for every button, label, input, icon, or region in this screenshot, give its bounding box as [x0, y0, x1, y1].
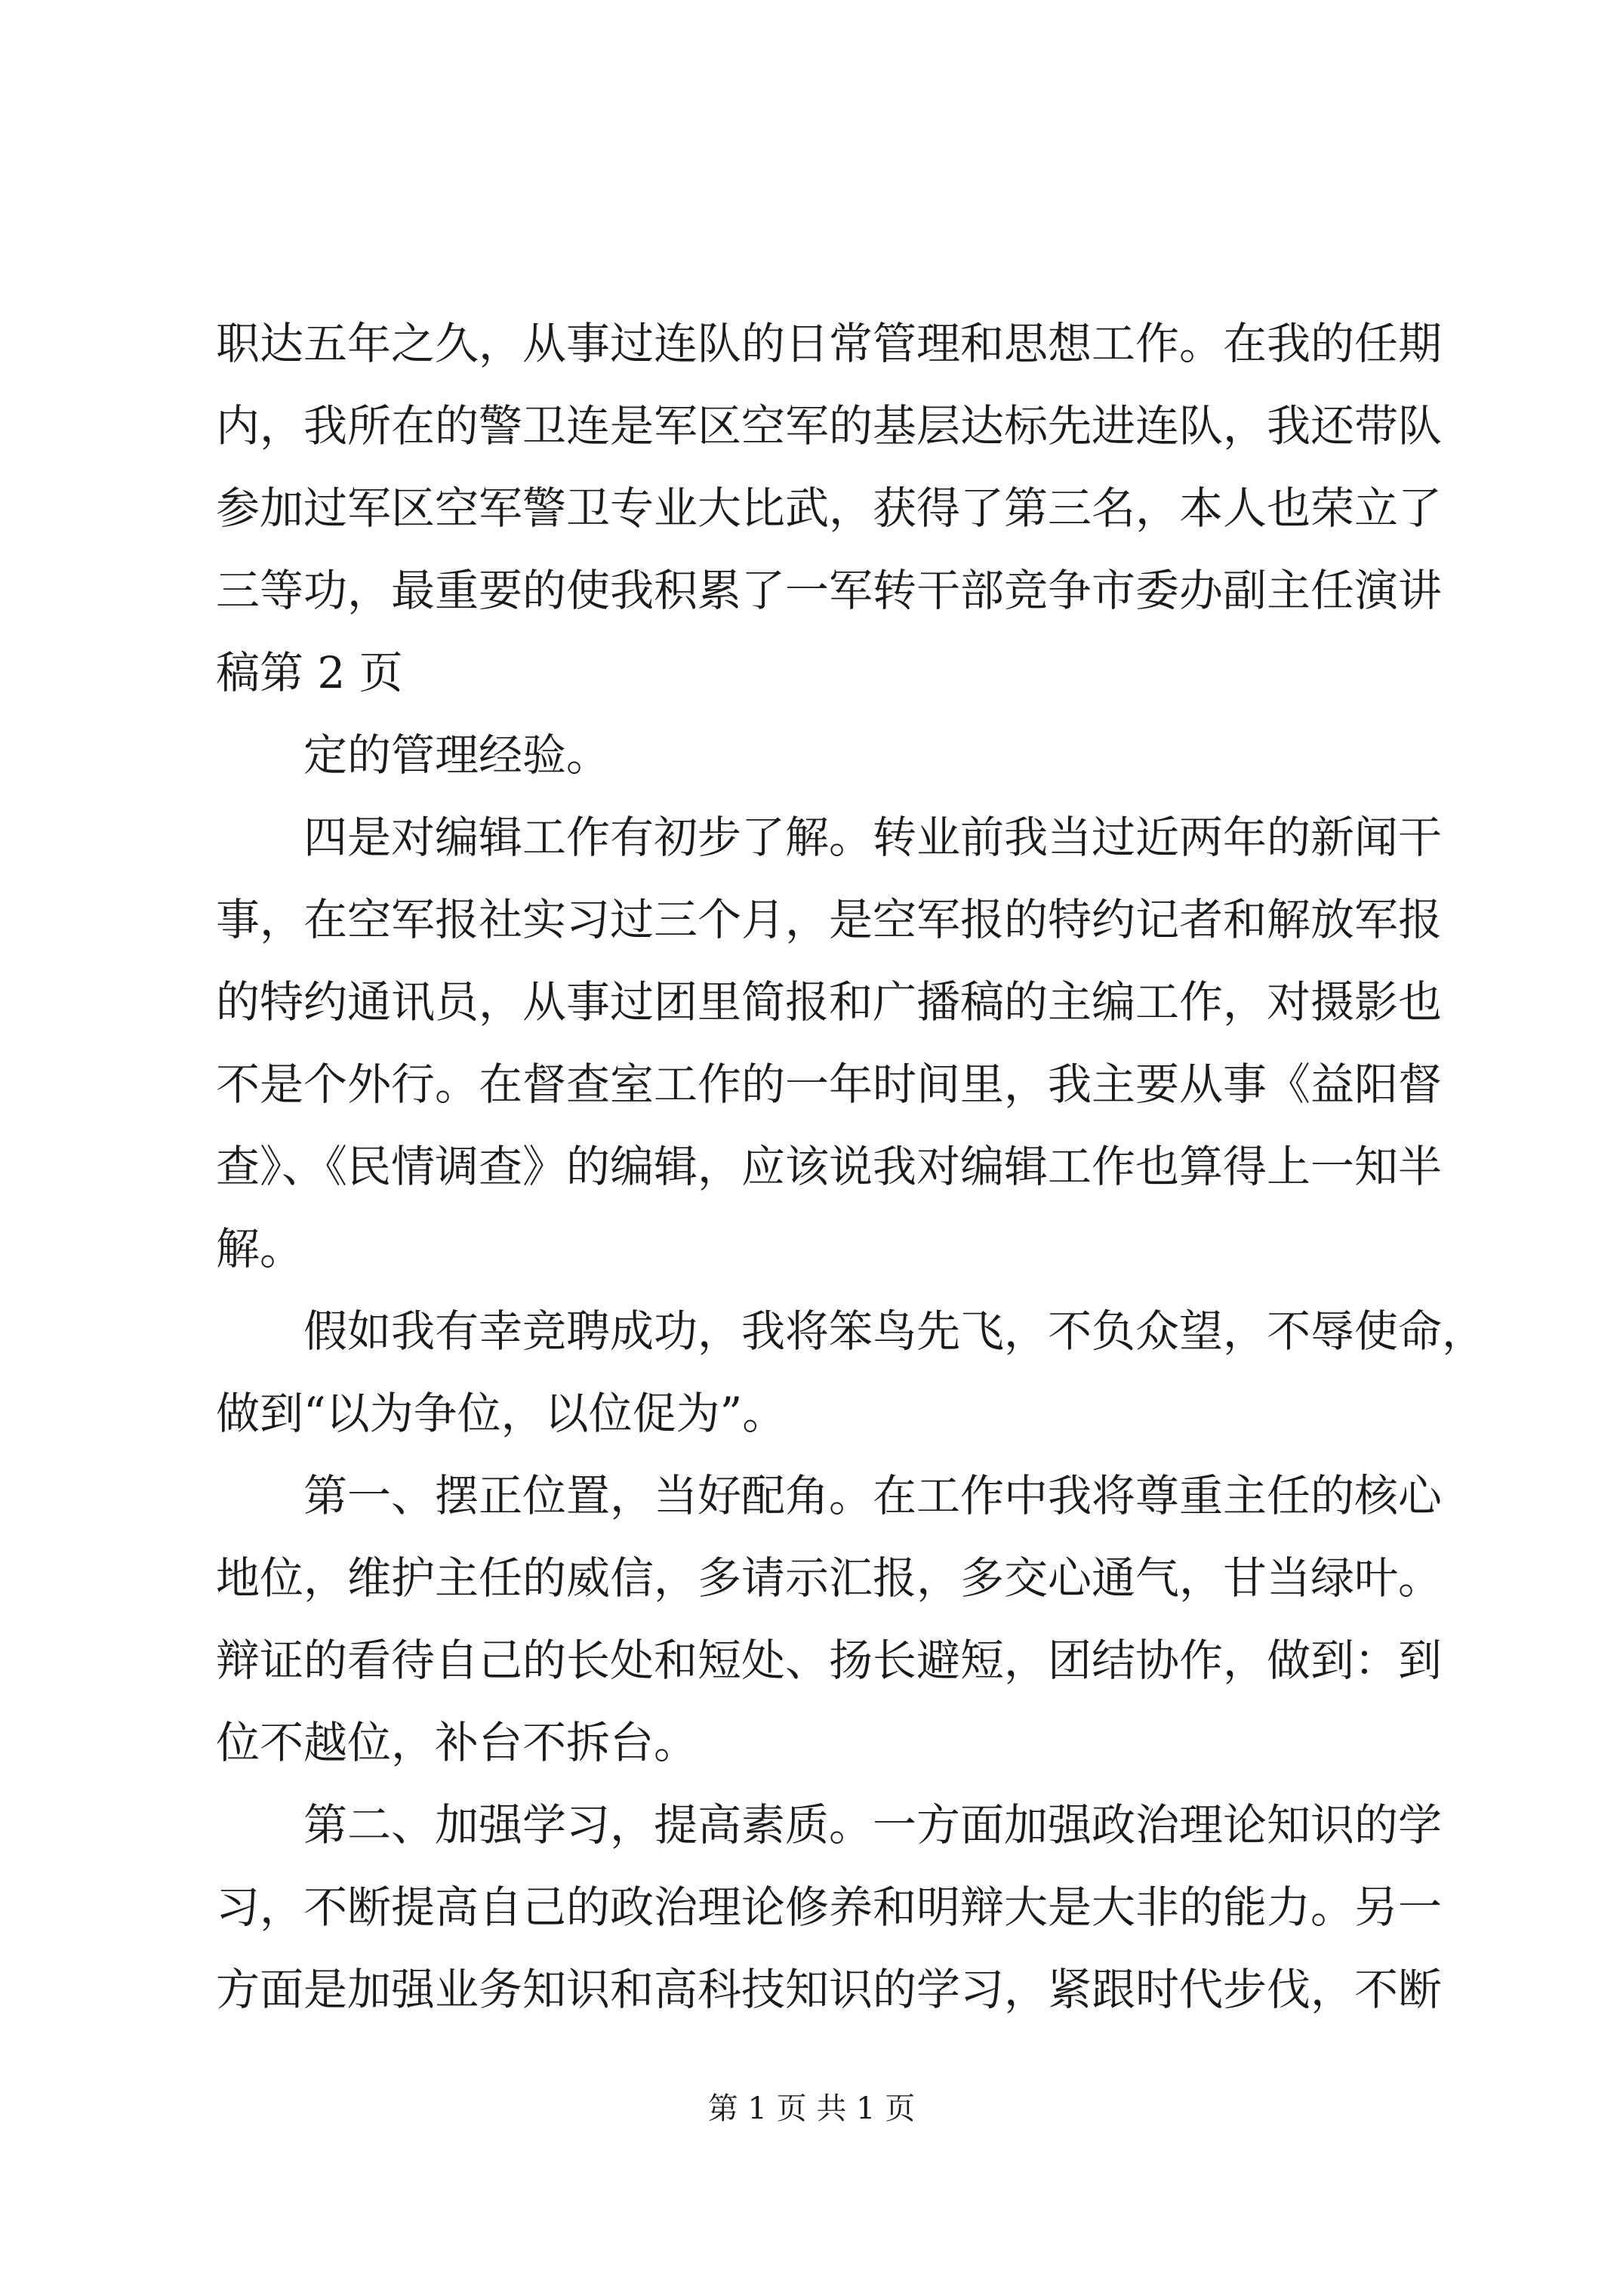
body-text-line: 定的管理经验。 [303, 729, 611, 781]
body-text-line: 解。 [216, 1223, 304, 1274]
body-text-line: 的特约通讯员，从事过团里简报和广播稿的主编工作，对摄影也 [216, 976, 1443, 1028]
body-text-line: 稿第 2 页 [216, 647, 403, 698]
body-text-line: 内，我所在的警卫连是军区空军的基层达标先进连队，我还带队 [216, 400, 1443, 451]
body-text-line: 参加过军区空军警卫专业大比武，获得了第三名，本人也荣立了 [216, 482, 1443, 534]
body-text-line: 位不越位，补台不拆台。 [216, 1717, 698, 1768]
body-text-line: 职达五年之久，从事过连队的日常管理和思想工作。在我的任期 [216, 318, 1443, 369]
body-text-line: 事，在空军报社实习过三个月，是空军报的特约记者和解放军报 [216, 894, 1443, 945]
paragraph-first-line: 四是对编辑工作有初步了解。转业前我当过近两年的新闻干 [303, 812, 1443, 863]
body-text-line: 辩证的看待自己的长处和短处、扬长避短，团结协作，做到：到 [216, 1635, 1443, 1686]
body-text-line: 不是个外行。在督查室工作的一年时间里，我主要从事《益阳督 [216, 1059, 1443, 1110]
paragraph-first-line: 第二、加强学习，提高素质。一方面加强政治理论知识的学 [303, 1799, 1443, 1851]
body-text-line: 习，不断提高自己的政治理论修养和明辩大是大非的能力。另一 [216, 1881, 1443, 1933]
body-text-line: 地位，维护主任的威信，多请示汇报，多交心通气，甘当绿叶。 [216, 1552, 1443, 1604]
paragraph-first-line: 第一、摆正位置，当好配角。在工作中我将尊重主任的核心 [303, 1470, 1443, 1521]
paragraph-first-line: 假如我有幸竞聘成功，我将笨鸟先飞，不负众望，不辱使命， [303, 1305, 1486, 1357]
body-text-line: 方面是加强业务知识和高科技知识的学习，紧跟时代步伐，不断 [216, 1964, 1443, 2015]
body-text-line: 查》、《民情调查》的编辑，应该说我对编辑工作也算得上一知半 [216, 1141, 1443, 1192]
body-text-line: 做到“以为争位，以位促为”。 [216, 1388, 787, 1439]
body-text-line: 三等功，最重要的使我积累了一军转干部竞争市委办副主任演讲 [216, 565, 1443, 616]
page-footer: 第 1 页 共 1 页 [707, 2091, 916, 2126]
